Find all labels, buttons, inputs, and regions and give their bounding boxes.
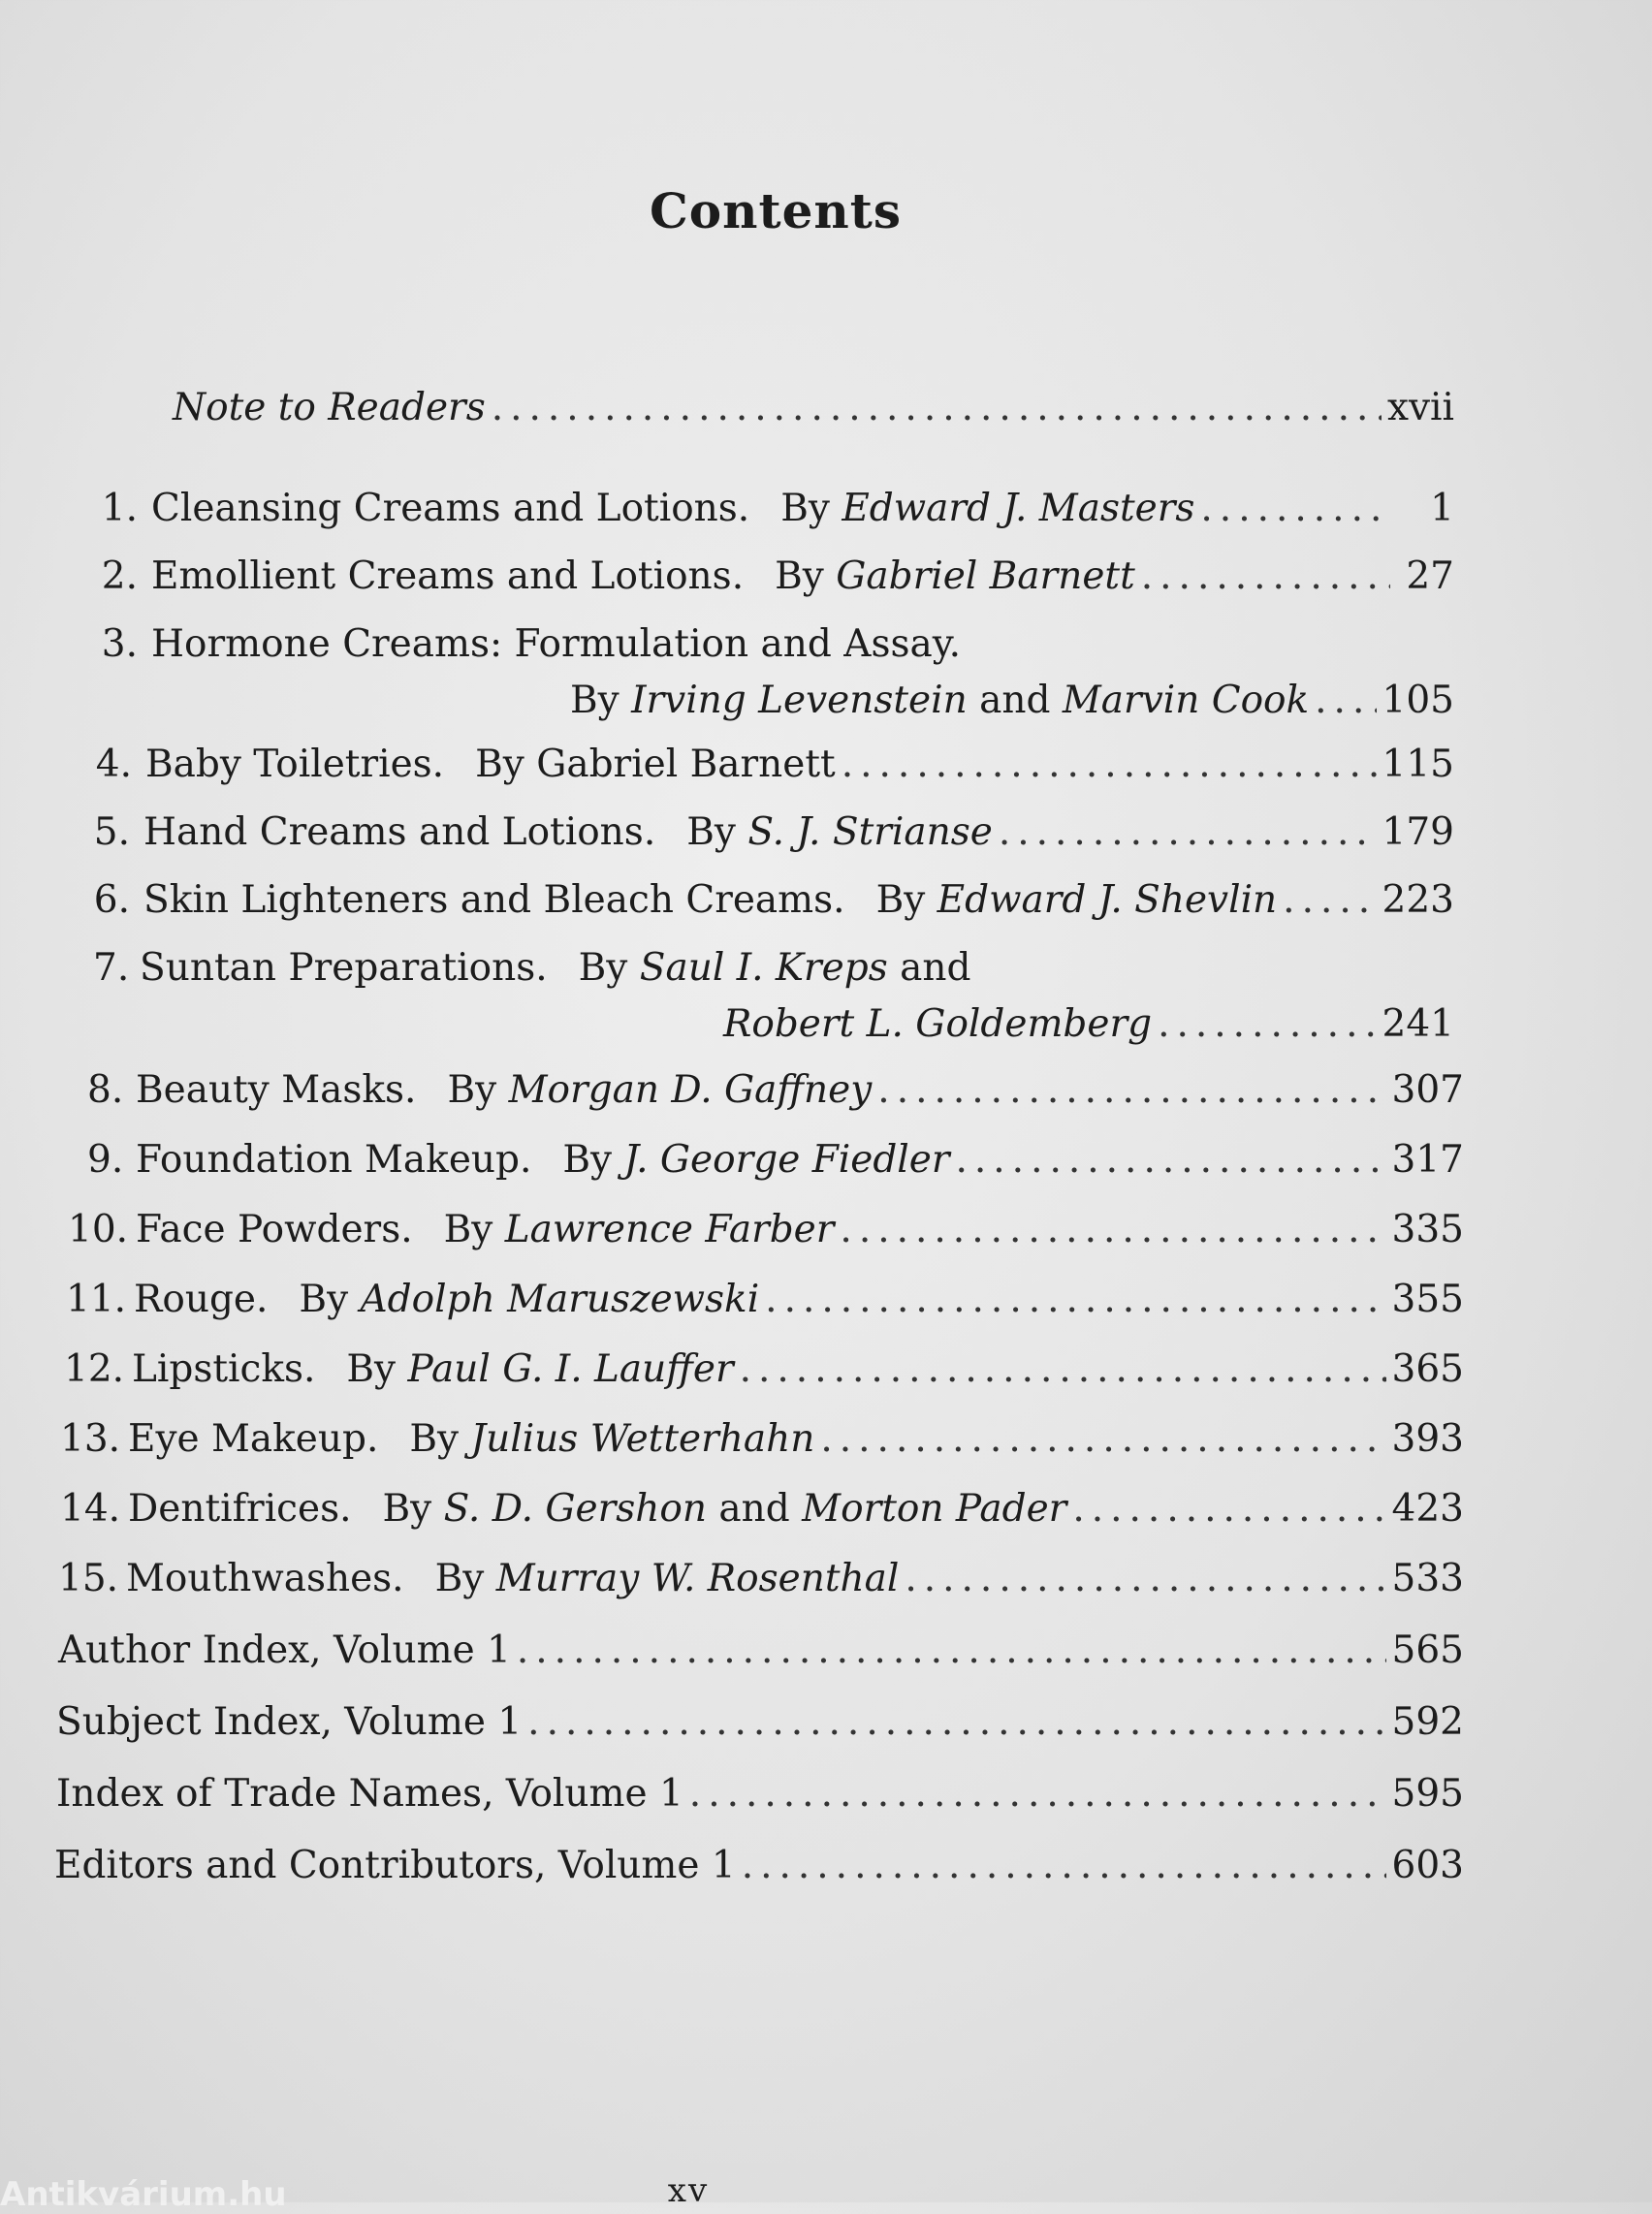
dot-leader: [527, 1700, 1385, 1744]
entry-number: 14.: [60, 1487, 121, 1531]
entry-number: 3.: [101, 622, 138, 666]
toc-entry: [68, 1208, 1464, 1262]
toc-index-row: [56, 1772, 1464, 1826]
entry-title: Baby Toiletries.: [145, 743, 445, 786]
toc-entry: [93, 946, 1454, 1000]
toc-index-row: [56, 1700, 1464, 1755]
entry-author: Gabriel Barnett: [536, 743, 836, 786]
entry-by: By: [409, 1417, 460, 1461]
index-label: Index of Trade Names, Volume 1: [56, 1772, 683, 1816]
page-number: 355: [1391, 1278, 1464, 1321]
entry-number: 7.: [93, 946, 130, 990]
entry-author: Murray W. Rosenthal: [495, 1557, 900, 1600]
entry-author: Adolph Maruszewski: [360, 1278, 760, 1321]
entry-author-2: Marvin Cook: [1062, 679, 1310, 722]
toc-entry: [64, 1347, 1464, 1402]
toc-entry: [93, 878, 1454, 933]
entry-by: By: [686, 810, 736, 854]
entry-author: Morgan D. Gaffney: [508, 1068, 873, 1112]
dot-leader: [877, 1068, 1385, 1112]
entry-number: 15.: [58, 1557, 119, 1600]
dot-leader: [955, 1138, 1385, 1182]
page-number: xvii: [1387, 386, 1454, 429]
page-number: 595: [1391, 1772, 1464, 1816]
entry-title: Rouge.: [134, 1278, 269, 1321]
entry-by: By: [570, 679, 620, 722]
toc-index-row: [54, 1844, 1464, 1898]
index-label: Subject Index, Volume 1: [56, 1700, 523, 1744]
entry-author: J. George Fiedler: [623, 1138, 950, 1182]
toc-entry: [87, 1068, 1464, 1123]
toc-entry: [93, 487, 1454, 541]
entry-author: Paul G. I. Lauffer: [407, 1347, 734, 1391]
entry-title: Face Powders.: [136, 1208, 413, 1251]
dot-leader: [842, 743, 1377, 786]
page-number: 603: [1391, 1844, 1464, 1887]
entry-title: Lipsticks.: [132, 1347, 316, 1391]
index-label: Author Index, Volume 1: [58, 1629, 511, 1672]
page-number: 565: [1391, 1629, 1464, 1672]
toc-entry: [93, 810, 1454, 865]
dot-leader: [905, 1557, 1385, 1600]
page-number: 179: [1382, 810, 1454, 854]
entry-author: Julius Wetterhahn: [470, 1417, 815, 1461]
entry-number: 12.: [64, 1347, 125, 1391]
page-number: 335: [1391, 1208, 1464, 1251]
toc-entry-continuation: [570, 679, 1454, 733]
entry-number: 5.: [93, 810, 130, 854]
entry-by: By: [434, 1557, 485, 1600]
entry-number: 9.: [87, 1138, 124, 1182]
entry-number: 6.: [93, 878, 130, 922]
entry-author: Saul I. Kreps: [639, 946, 888, 990]
dot-leader: [765, 1278, 1385, 1321]
entry-number: 2.: [101, 554, 138, 598]
entry-by: By: [475, 743, 524, 786]
toc-entry: [87, 1138, 1464, 1192]
entry-author: Irving Levenstein: [631, 679, 968, 722]
entry-number: 8.: [87, 1068, 124, 1112]
toc-entry: [60, 1487, 1464, 1541]
entry-title: Suntan Preparations.: [140, 946, 548, 990]
dot-leader: [999, 810, 1377, 854]
dot-leader: [1072, 1487, 1385, 1531]
toc-entry: [93, 622, 1454, 677]
entry-by: By: [443, 1208, 493, 1251]
entry-title: Eye Makeup.: [128, 1417, 379, 1461]
page-number: 423: [1391, 1487, 1464, 1531]
entry-by: By: [780, 487, 830, 530]
toc-entry-continuation: [723, 1002, 1454, 1057]
dot-leader: [1141, 554, 1390, 598]
page-number: 223: [1382, 878, 1454, 922]
toc-entry: [60, 1417, 1464, 1471]
entry-title: Hand Creams and Lotions.: [143, 810, 656, 854]
entry-and: and: [900, 946, 971, 990]
entry-number: 10.: [68, 1208, 129, 1251]
entry-author: Lawrence Farber: [504, 1208, 835, 1251]
page-number: 115: [1382, 743, 1454, 786]
entry-author: S. J. Strianse: [747, 810, 993, 854]
dot-leader: [840, 1208, 1385, 1251]
entry-by: By: [875, 878, 926, 922]
entry-number: 11.: [66, 1278, 127, 1321]
entry-author-2: Morton Pader: [802, 1487, 1067, 1531]
dot-leader: [1315, 679, 1376, 722]
entry-and: and: [718, 1487, 790, 1531]
dot-leader: [689, 1772, 1386, 1816]
entry-title: Foundation Makeup.: [136, 1138, 532, 1182]
toc-note-row: [173, 386, 1454, 440]
entry-by: By: [382, 1487, 432, 1531]
page-number: 365: [1391, 1347, 1464, 1391]
watermark: Antikvárium.hu: [0, 2175, 287, 2214]
dot-leader: [820, 1417, 1385, 1461]
entry-number: 1.: [101, 487, 138, 530]
entry-title: Skin Lighteners and Bleach Creams.: [143, 878, 845, 922]
entry-title: Beauty Masks.: [136, 1068, 417, 1112]
entry-title: Cleansing Creams and Lotions.: [151, 487, 750, 530]
entry-author-2: Robert L. Goldemberg: [723, 1002, 1153, 1046]
note-label: Note to Readers: [173, 386, 486, 429]
page-number: 393: [1391, 1417, 1464, 1461]
toc-entry: [93, 743, 1454, 797]
entry-title: Dentifrices.: [128, 1487, 352, 1531]
dot-leader: [492, 386, 1382, 429]
dot-leader: [1200, 487, 1390, 530]
dot-leader: [1283, 878, 1376, 922]
index-label: Editors and Contributors, Volume 1: [54, 1844, 736, 1887]
entry-number: 4.: [95, 743, 132, 786]
toc-entry: [58, 1557, 1464, 1611]
page-number: 27: [1406, 554, 1454, 598]
entry-title: Mouthwashes.: [126, 1557, 404, 1600]
page-number: 1: [1430, 487, 1454, 530]
entry-author: Edward J. Masters: [842, 487, 1195, 530]
toc-index-row: [58, 1629, 1464, 1683]
entry-author: Edward J. Shevlin: [937, 878, 1278, 922]
page-footer-number: xv: [667, 2171, 710, 2210]
page-number: 307: [1391, 1068, 1464, 1112]
entry-and: and: [979, 679, 1051, 722]
toc-entry: [93, 554, 1454, 609]
toc-entry: [66, 1278, 1464, 1332]
entry-by: By: [775, 554, 824, 598]
entry-title: Hormone Creams: Formulation and Assay.: [151, 622, 961, 666]
dot-leader: [742, 1844, 1386, 1887]
entry-author: S. D. Gershon: [443, 1487, 708, 1531]
page-number: 317: [1391, 1138, 1464, 1182]
page-number: 241: [1382, 1002, 1454, 1046]
dot-leader: [740, 1347, 1386, 1391]
entry-number: 13.: [60, 1417, 121, 1461]
entry-by: By: [562, 1138, 613, 1182]
entry-by: By: [578, 946, 628, 990]
entry-by: By: [299, 1278, 349, 1321]
dot-leader: [1158, 1002, 1376, 1046]
entry-by: By: [447, 1068, 497, 1112]
entry-title: Emollient Creams and Lotions.: [151, 554, 745, 598]
entry-author: Gabriel Barnett: [836, 554, 1135, 598]
page-number: 592: [1391, 1700, 1464, 1744]
page-title: Contents: [649, 182, 902, 239]
dot-leader: [517, 1629, 1386, 1672]
page-number: 105: [1382, 679, 1454, 722]
entry-by: By: [346, 1347, 397, 1391]
page-number: 533: [1391, 1557, 1464, 1600]
